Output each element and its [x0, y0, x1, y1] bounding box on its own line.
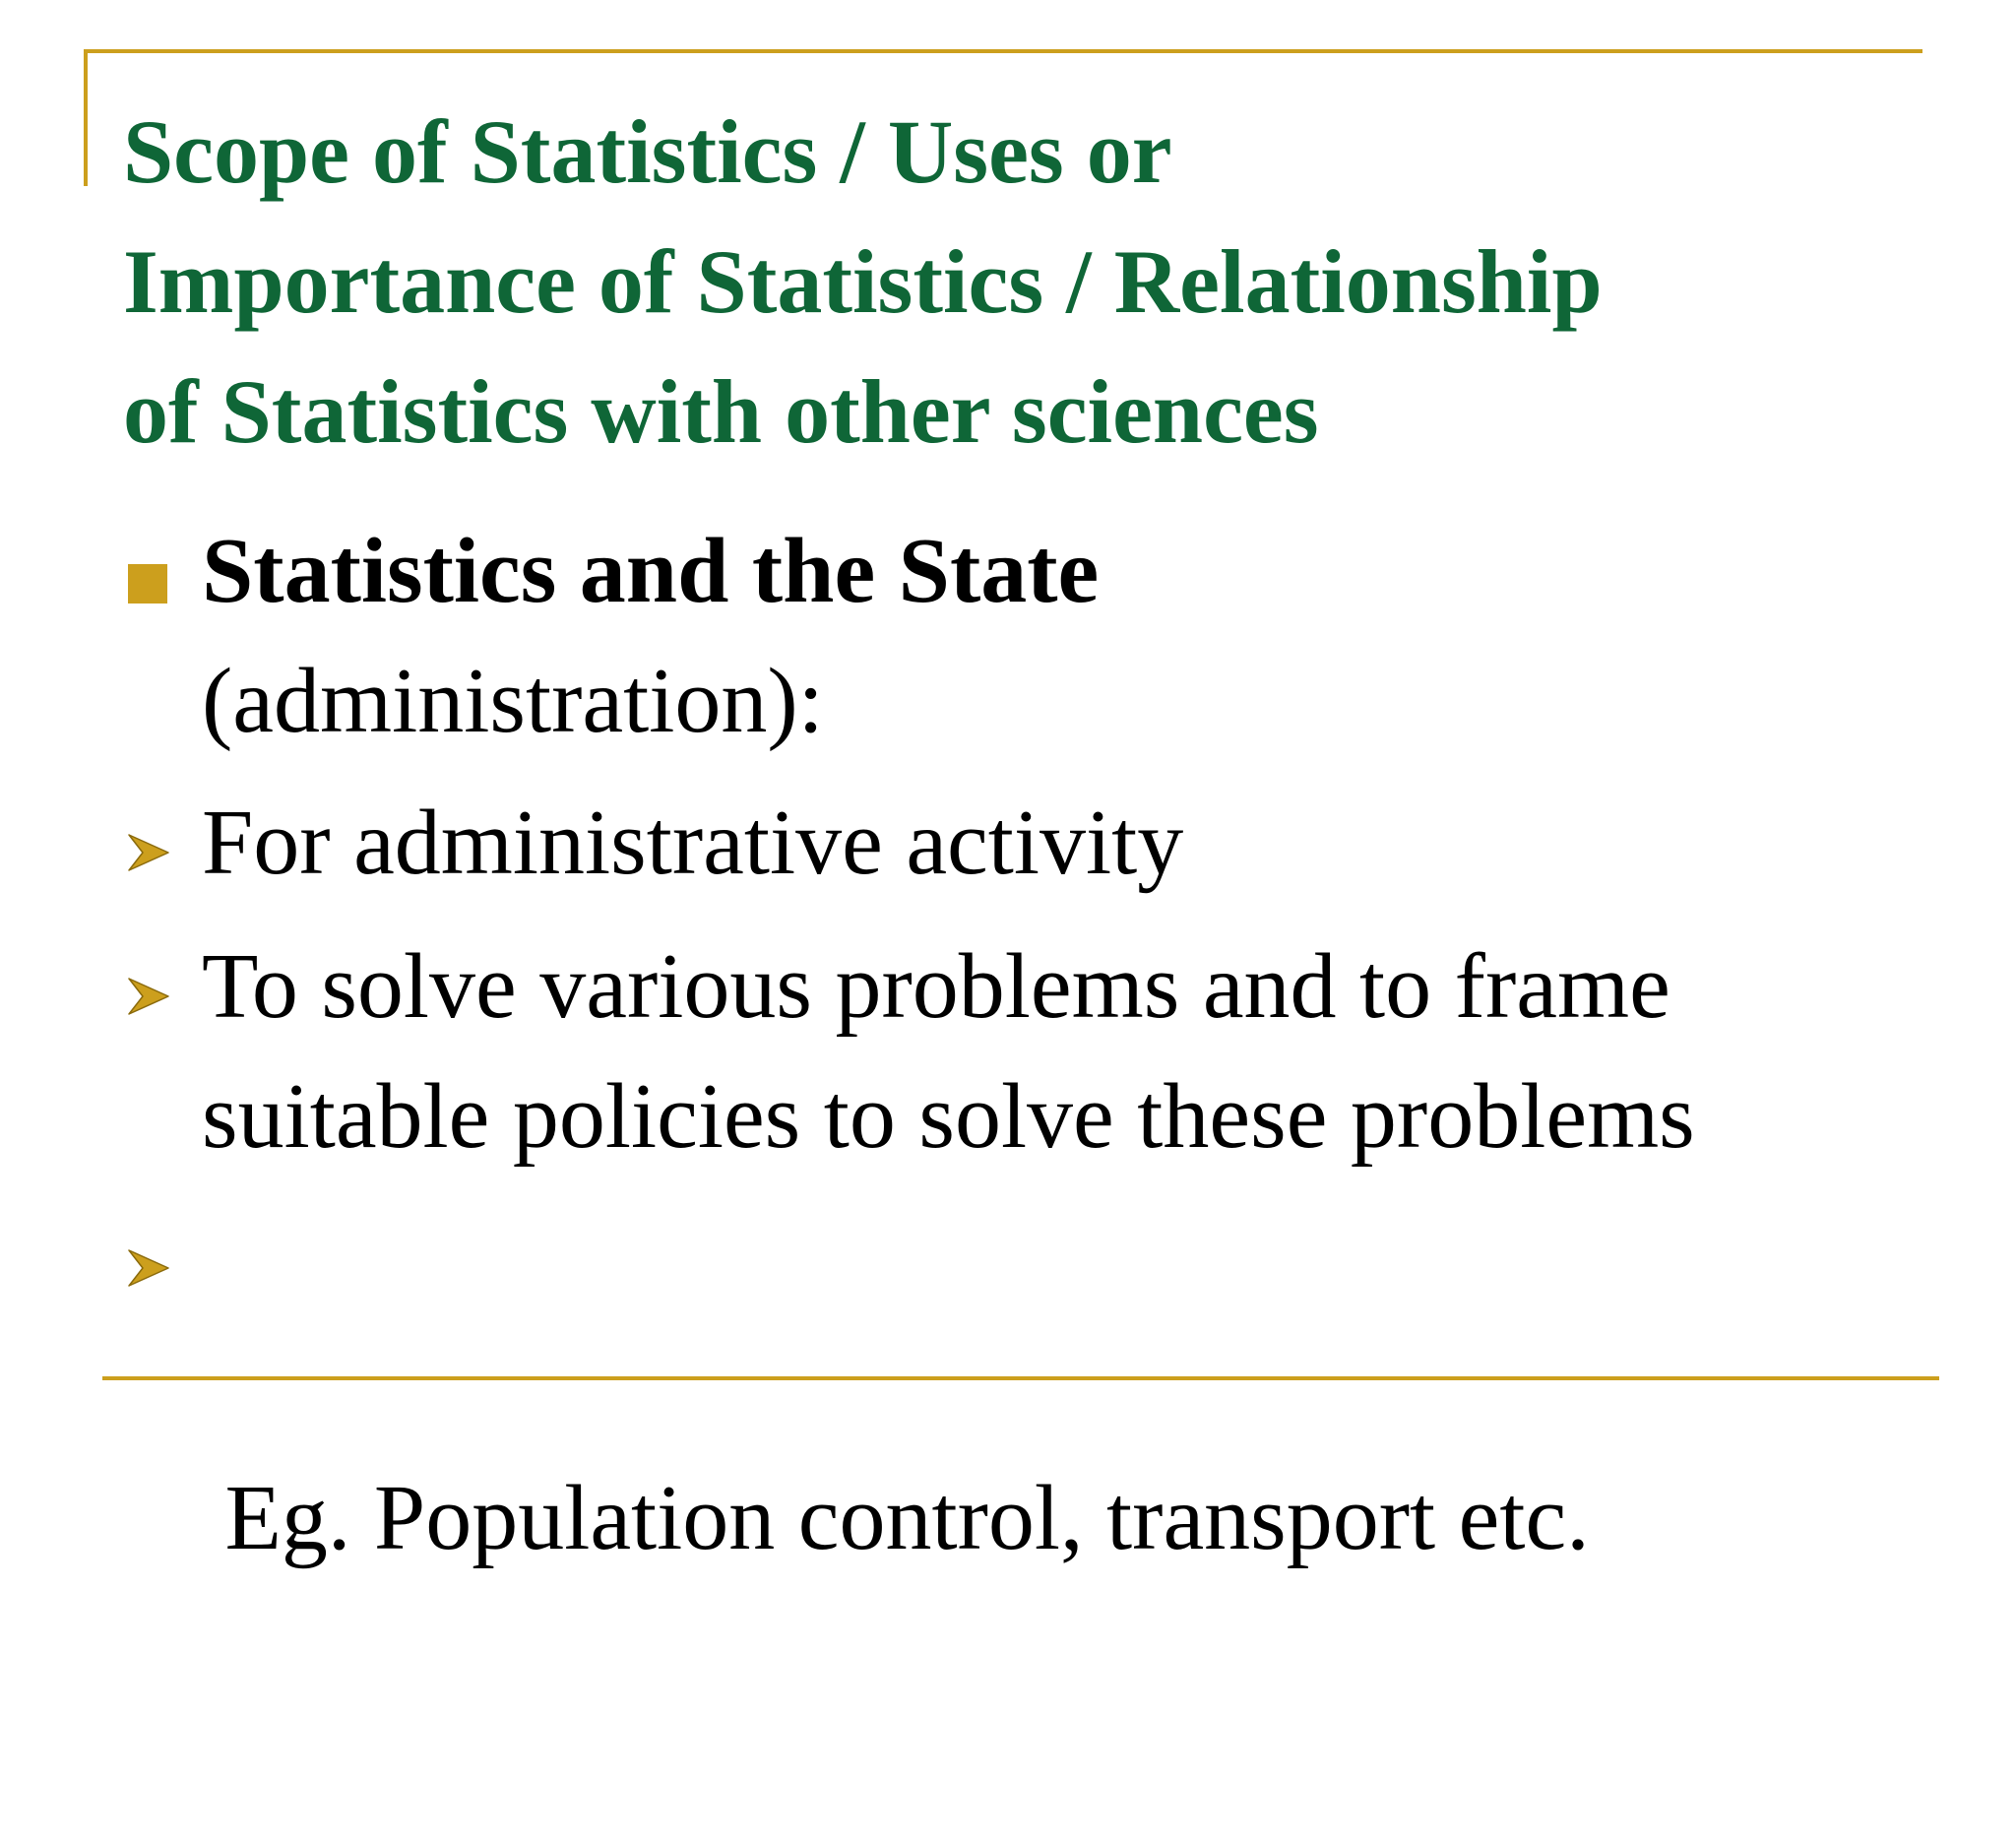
title-line: Importance of Statistics / Relationship — [123, 231, 1603, 332]
bullet-item-example — [202, 1193, 1590, 1843]
bullet-heading: Statistics and the State — [202, 520, 1100, 622]
bullet-text: For administrative activity — [202, 792, 1184, 894]
bullet-item-solve-problems — [202, 922, 1695, 1181]
arrow-bullet-icon — [125, 1246, 172, 1290]
bullet-item-statistics-and-state — [202, 506, 1099, 766]
bullet-text-line: To solve various problems and to frame — [202, 935, 1670, 1038]
bullet-item-administrative-activity — [202, 778, 1183, 908]
square-bullet-icon — [128, 564, 167, 604]
bullet-text-line: suitable policies to solve these problems — [202, 1065, 1695, 1168]
title-line: of Statistics with other sciences — [123, 361, 1319, 462]
title-line: Scope of Statistics / Uses or — [123, 101, 1172, 202]
arrow-bullet-icon — [125, 975, 172, 1018]
arrow-bullet-icon — [125, 831, 172, 874]
bullet-subtext: (administration): — [202, 650, 824, 752]
bullet-text: Eg. Population control, transport etc. — [202, 1467, 1590, 1569]
